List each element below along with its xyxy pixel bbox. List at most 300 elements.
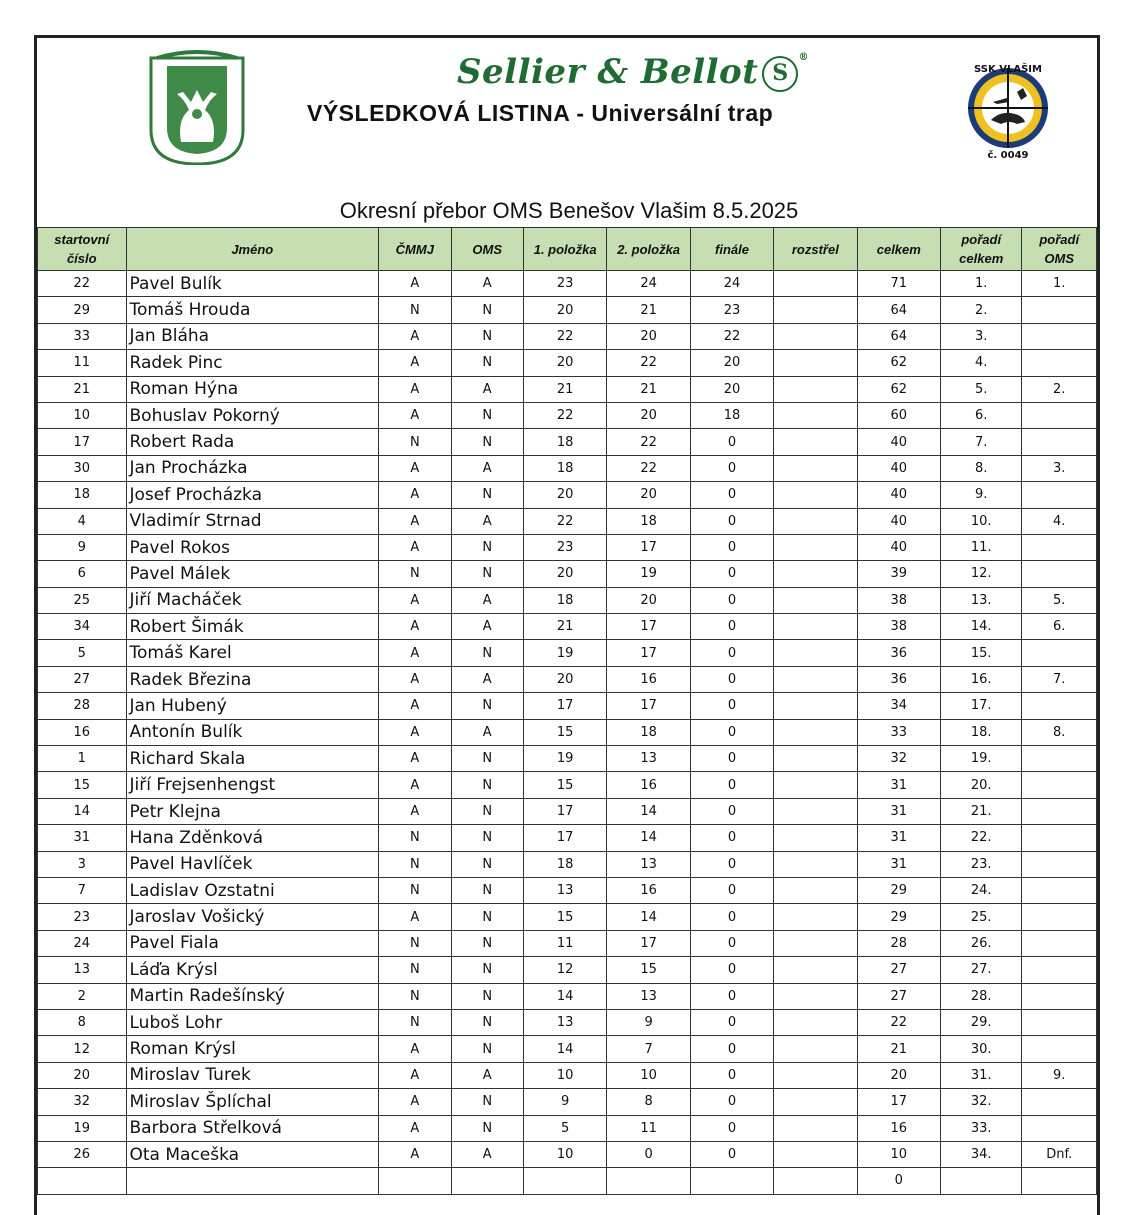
cell-shootoff: [774, 376, 857, 402]
cell-rank-oms: 4.: [1022, 508, 1097, 534]
cell-final: 0: [690, 1115, 773, 1141]
cell-oms: A: [451, 1062, 523, 1088]
cell-shootoff: [774, 482, 857, 508]
cell-round2: 20: [607, 402, 690, 428]
col-header-name: Jméno: [126, 228, 379, 271]
cell-final: 0: [690, 1089, 773, 1115]
cell-total: 38: [857, 587, 940, 613]
table-row: [38, 614, 1097, 640]
table-row: [38, 323, 1097, 349]
table-row: [38, 271, 1097, 297]
cell-shootoff: [774, 1062, 857, 1088]
cell-rank-total: 9.: [940, 482, 1021, 508]
table-row: [38, 1115, 1097, 1141]
cell-round2: 16: [607, 666, 690, 692]
cell-rank-oms: [1022, 350, 1097, 376]
cell-rank-oms: 6.: [1022, 614, 1097, 640]
cell-oms: A: [451, 614, 523, 640]
table-row: [38, 693, 1097, 719]
cell-start-number: 6: [38, 561, 127, 587]
cell-round1: 5: [523, 1115, 606, 1141]
cell-oms: A: [451, 719, 523, 745]
cell-start-number: 29: [38, 297, 127, 323]
cell-total: 28: [857, 930, 940, 956]
cell-name: Barbora Střelková: [126, 1115, 379, 1141]
cell-total: 31: [857, 825, 940, 851]
cell-final: 0: [690, 561, 773, 587]
cell-final: 0: [690, 455, 773, 481]
cell-shootoff: [774, 640, 857, 666]
cell-name: Ota Maceška: [126, 1141, 379, 1167]
cell-name: Radek Březina: [126, 666, 379, 692]
cell-start-number: 13: [38, 957, 127, 983]
cell-cmmj: A: [379, 640, 451, 666]
cell-rank-oms: [1022, 1089, 1097, 1115]
table-row: [38, 640, 1097, 666]
cell-start-number: 2: [38, 983, 127, 1009]
cell-name: Pavel Bulík: [126, 271, 379, 297]
cell-name: Jaroslav Vošický: [126, 904, 379, 930]
cell-total: 64: [857, 297, 940, 323]
cell-final: 0: [690, 957, 773, 983]
cell-shootoff: [774, 746, 857, 772]
cell-rank-total: 33.: [940, 1115, 1021, 1141]
col-header-cmmj: ČMMJ: [379, 228, 451, 271]
cell-name: Pavel Rokos: [126, 534, 379, 560]
cell-rank-total: 23.: [940, 851, 1021, 877]
cell-cmmj: A: [379, 402, 451, 428]
cell-total: 36: [857, 666, 940, 692]
cell-name: Josef Procházka: [126, 482, 379, 508]
cell-round2: 20: [607, 323, 690, 349]
cell-rank-oms: [1022, 1036, 1097, 1062]
cell-shootoff: [774, 772, 857, 798]
cell-final: 0: [690, 983, 773, 1009]
cell-oms: N: [451, 297, 523, 323]
cell-name: Roman Hýna: [126, 376, 379, 402]
cell-cmmj: N: [379, 1009, 451, 1035]
col-header-start-number: startovní číslo: [38, 228, 127, 271]
cell-cmmj: N: [379, 957, 451, 983]
cell-round2: 22: [607, 350, 690, 376]
cell-shootoff: [774, 323, 857, 349]
cell-final: 20: [690, 350, 773, 376]
cell-round1: 22: [523, 402, 606, 428]
cell-round1: 15: [523, 719, 606, 745]
cell-rank-total: 22.: [940, 825, 1021, 851]
cell-shootoff: [774, 1036, 857, 1062]
cell-final: 0: [690, 825, 773, 851]
cell-oms: [451, 1168, 523, 1194]
cell-oms: N: [451, 482, 523, 508]
cell-total: 10: [857, 1141, 940, 1167]
table-row: [38, 904, 1097, 930]
cell-shootoff: [774, 1089, 857, 1115]
cell-shootoff: [774, 1141, 857, 1167]
cell-rank-oms: [1022, 1009, 1097, 1035]
cell-round2: 22: [607, 429, 690, 455]
cell-rank-total: 29.: [940, 1009, 1021, 1035]
cell-start-number: 5: [38, 640, 127, 666]
cell-name: Pavel Málek: [126, 561, 379, 587]
cell-name: Láďa Krýsl: [126, 957, 379, 983]
cell-total: 40: [857, 534, 940, 560]
cell-round2: 10: [607, 1062, 690, 1088]
cell-cmmj: A: [379, 455, 451, 481]
cell-total: 39: [857, 561, 940, 587]
cell-rank-total: 11.: [940, 534, 1021, 560]
table-row: [38, 376, 1097, 402]
cell-start-number: 30: [38, 455, 127, 481]
table-header-row: [38, 228, 1097, 271]
cell-rank-total: 1.: [940, 271, 1021, 297]
cell-round2: 20: [607, 587, 690, 613]
cell-rank-oms: [1022, 402, 1097, 428]
table-row: [38, 587, 1097, 613]
cell-start-number: 7: [38, 877, 127, 903]
table-row: [38, 482, 1097, 508]
cell-start-number: 22: [38, 271, 127, 297]
cell-oms: A: [451, 587, 523, 613]
cell-rank-oms: 3.: [1022, 455, 1097, 481]
cell-total: 34: [857, 693, 940, 719]
cell-rank-total: [940, 1168, 1021, 1194]
cell-round2: 20: [607, 482, 690, 508]
cell-rank-total: 24.: [940, 877, 1021, 903]
cell-start-number: 12: [38, 1036, 127, 1062]
table-row: [38, 1062, 1097, 1088]
table-row: [38, 877, 1097, 903]
cell-shootoff: [774, 508, 857, 534]
cell-round2: 17: [607, 930, 690, 956]
table-row: [38, 746, 1097, 772]
cell-cmmj: A: [379, 482, 451, 508]
table-row: [38, 534, 1097, 560]
table-row: [38, 719, 1097, 745]
cell-total: 31: [857, 798, 940, 824]
cell-name: Jan Bláha: [126, 323, 379, 349]
cell-rank-oms: [1022, 693, 1097, 719]
cell-start-number: 20: [38, 1062, 127, 1088]
cell-start-number: 24: [38, 930, 127, 956]
cell-cmmj: A: [379, 376, 451, 402]
col-header-shootoff: rozstřel: [774, 228, 857, 271]
cell-round1: 10: [523, 1062, 606, 1088]
table-row: [38, 851, 1097, 877]
cell-oms: A: [451, 376, 523, 402]
cell-start-number: 4: [38, 508, 127, 534]
cell-total: 31: [857, 851, 940, 877]
cell-round1: 20: [523, 561, 606, 587]
cell-round1: 20: [523, 482, 606, 508]
cell-round1: 23: [523, 271, 606, 297]
cell-rank-total: 13.: [940, 587, 1021, 613]
cell-final: 18: [690, 402, 773, 428]
cell-final: 0: [690, 534, 773, 560]
table-row: [38, 1089, 1097, 1115]
table-row: [38, 957, 1097, 983]
table-row: [38, 297, 1097, 323]
table-row: [38, 561, 1097, 587]
cell-rank-oms: 1.: [1022, 271, 1097, 297]
cell-round2: 7: [607, 1036, 690, 1062]
cell-start-number: 9: [38, 534, 127, 560]
cell-final: 0: [690, 719, 773, 745]
cell-start-number: 3: [38, 851, 127, 877]
cell-cmmj: A: [379, 719, 451, 745]
cell-shootoff: [774, 930, 857, 956]
cell-cmmj: N: [379, 877, 451, 903]
cell-name: Hana Zděnková: [126, 825, 379, 851]
cell-final: 0: [690, 877, 773, 903]
cell-shootoff: [774, 429, 857, 455]
cell-total: 33: [857, 719, 940, 745]
cell-final: 0: [690, 930, 773, 956]
cell-total: 60: [857, 402, 940, 428]
cell-shootoff: [774, 983, 857, 1009]
cell-name: Tomáš Karel: [126, 640, 379, 666]
cell-cmmj: A: [379, 1036, 451, 1062]
event-title: Okresní přebor OMS Benešov Vlašim 8.5.2025: [339, 198, 799, 223]
cell-final: 0: [690, 1009, 773, 1035]
cell-name: Petr Klejna: [126, 798, 379, 824]
cell-rank-total: 34.: [940, 1141, 1021, 1167]
cell-rank-total: 26.: [940, 930, 1021, 956]
ssk-vlasim-logo-icon: [957, 58, 1059, 163]
cell-round1: 17: [523, 798, 606, 824]
brand-name: Sellier & Bellot: [457, 52, 759, 92]
cell-round1: 21: [523, 376, 606, 402]
cell-start-number: 25: [38, 587, 127, 613]
cell-round2: 13: [607, 983, 690, 1009]
table-row: [38, 1141, 1097, 1167]
cell-final: 0: [690, 904, 773, 930]
cell-rank-total: 3.: [940, 323, 1021, 349]
cell-rank-total: 17.: [940, 693, 1021, 719]
cell-oms: N: [451, 561, 523, 587]
cell-rank-oms: [1022, 534, 1097, 560]
cell-final: 0: [690, 1141, 773, 1167]
cell-oms: N: [451, 957, 523, 983]
col-header-round1: 1. položka: [523, 228, 606, 271]
cell-round2: 21: [607, 297, 690, 323]
cell-round2: 14: [607, 825, 690, 851]
cell-start-number: 10: [38, 402, 127, 428]
cell-oms: A: [451, 1141, 523, 1167]
cell-start-number: 15: [38, 772, 127, 798]
cell-cmmj: A: [379, 1115, 451, 1141]
cell-total: 71: [857, 271, 940, 297]
cell-round2: 17: [607, 640, 690, 666]
cell-start-number: 1: [38, 746, 127, 772]
cell-cmmj: A: [379, 534, 451, 560]
cell-cmmj: A: [379, 772, 451, 798]
cell-cmmj: A: [379, 746, 451, 772]
cell-total: 17: [857, 1089, 940, 1115]
cell-round1: 13: [523, 1009, 606, 1035]
cell-cmmj: A: [379, 1141, 451, 1167]
cell-round2: 21: [607, 376, 690, 402]
col-header-rank-oms: pořadí OMS: [1022, 228, 1097, 271]
col-header-rank-total: pořadí celkem: [940, 228, 1021, 271]
cell-round2: 14: [607, 798, 690, 824]
cell-name: Ladislav Ozstatni: [126, 877, 379, 903]
ssk-vlasim-logo-number: č. 0049: [987, 150, 1029, 161]
cell-round1: 23: [523, 534, 606, 560]
cell-rank-oms: [1022, 297, 1097, 323]
col-header-final: finále: [690, 228, 773, 271]
col-header-total: celkem: [857, 228, 940, 271]
cell-final: 0: [690, 772, 773, 798]
cell-final: 0: [690, 508, 773, 534]
cell-total: 62: [857, 350, 940, 376]
cell-round2: 16: [607, 877, 690, 903]
table-row: [38, 508, 1097, 534]
cell-cmmj: A: [379, 693, 451, 719]
cell-rank-oms: [1022, 746, 1097, 772]
cell-cmmj: N: [379, 930, 451, 956]
cell-shootoff: [774, 455, 857, 481]
cell-round1: 15: [523, 904, 606, 930]
cell-total: 40: [857, 429, 940, 455]
cell-round1: 9: [523, 1089, 606, 1115]
cell-round2: 18: [607, 508, 690, 534]
cell-shootoff: [774, 271, 857, 297]
cell-rank-total: 15.: [940, 640, 1021, 666]
cell-round1: 13: [523, 877, 606, 903]
cell-final: 0: [690, 640, 773, 666]
cell-cmmj: A: [379, 904, 451, 930]
cell-start-number: 27: [38, 666, 127, 692]
cell-shootoff: [774, 798, 857, 824]
cell-start-number: [38, 1168, 127, 1194]
cell-round2: 18: [607, 719, 690, 745]
cell-start-number: 26: [38, 1141, 127, 1167]
ssk-vlasim-logo-text: SSK VLAŠIM: [974, 64, 1042, 75]
cell-total: 29: [857, 877, 940, 903]
cell-round2: 14: [607, 904, 690, 930]
cell-rank-total: 25.: [940, 904, 1021, 930]
cell-rank-oms: [1022, 930, 1097, 956]
cell-final: 0: [690, 429, 773, 455]
cell-oms: N: [451, 323, 523, 349]
cell-round1: 19: [523, 746, 606, 772]
cell-start-number: 34: [38, 614, 127, 640]
cell-round2: [607, 1168, 690, 1194]
cell-rank-oms: 7.: [1022, 666, 1097, 692]
cell-rank-oms: [1022, 983, 1097, 1009]
cell-rank-total: 31.: [940, 1062, 1021, 1088]
cell-start-number: 17: [38, 429, 127, 455]
cell-rank-total: 16.: [940, 666, 1021, 692]
cell-cmmj: N: [379, 429, 451, 455]
cell-total: 29: [857, 904, 940, 930]
cell-round1: 18: [523, 587, 606, 613]
cell-shootoff: [774, 825, 857, 851]
results-sheet: [34, 35, 1100, 1215]
cell-shootoff: [774, 851, 857, 877]
cell-round2: 0: [607, 1141, 690, 1167]
table-row: [38, 666, 1097, 692]
cell-rank-oms: [1022, 1168, 1097, 1194]
cell-name: Roman Krýsl: [126, 1036, 379, 1062]
cell-name: Radek Pinc: [126, 350, 379, 376]
cell-rank-oms: [1022, 640, 1097, 666]
cell-total: 20: [857, 1062, 940, 1088]
cell-name: Richard Skala: [126, 746, 379, 772]
table-row: [38, 983, 1097, 1009]
cell-total: 40: [857, 482, 940, 508]
cell-round1: 18: [523, 851, 606, 877]
cell-round2: 17: [607, 693, 690, 719]
cell-start-number: 28: [38, 693, 127, 719]
cell-shootoff: [774, 614, 857, 640]
cell-oms: N: [451, 904, 523, 930]
cell-rank-oms: [1022, 772, 1097, 798]
cell-total: 16: [857, 1115, 940, 1141]
cell-shootoff: [774, 534, 857, 560]
cell-oms: N: [451, 1009, 523, 1035]
cell-round1: 20: [523, 297, 606, 323]
cell-round1: 18: [523, 455, 606, 481]
cell-round1: 19: [523, 640, 606, 666]
results-table: [37, 227, 1097, 1195]
cell-round1: 21: [523, 614, 606, 640]
cell-start-number: 23: [38, 904, 127, 930]
cell-round2: 16: [607, 772, 690, 798]
cell-round2: 13: [607, 746, 690, 772]
cell-oms: N: [451, 825, 523, 851]
table-row: [38, 772, 1097, 798]
cell-total: 31: [857, 772, 940, 798]
cell-oms: N: [451, 798, 523, 824]
cell-name: Bohuslav Pokorný: [126, 402, 379, 428]
cell-final: 0: [690, 746, 773, 772]
cell-rank-oms: [1022, 482, 1097, 508]
table-row: [38, 402, 1097, 428]
cell-total: 62: [857, 376, 940, 402]
cell-oms: N: [451, 930, 523, 956]
cell-oms: N: [451, 877, 523, 903]
cell-cmmj: A: [379, 271, 451, 297]
cell-rank-total: 14.: [940, 614, 1021, 640]
cell-rank-oms: [1022, 798, 1097, 824]
cell-start-number: 21: [38, 376, 127, 402]
table-body: [38, 271, 1097, 1195]
cell-final: 23: [690, 297, 773, 323]
cell-start-number: 19: [38, 1115, 127, 1141]
table-row: [38, 930, 1097, 956]
cell-rank-oms: [1022, 1115, 1097, 1141]
cell-round1: 18: [523, 429, 606, 455]
cell-round2: 8: [607, 1089, 690, 1115]
cell-name: Robert Rada: [126, 429, 379, 455]
cell-name: Jan Hubený: [126, 693, 379, 719]
brand-logo: [457, 52, 809, 92]
cell-oms: N: [451, 772, 523, 798]
cell-round1: 20: [523, 666, 606, 692]
cell-rank-total: 12.: [940, 561, 1021, 587]
cell-oms: N: [451, 640, 523, 666]
cell-start-number: 8: [38, 1009, 127, 1035]
cell-oms: A: [451, 271, 523, 297]
cell-name: Luboš Lohr: [126, 1009, 379, 1035]
cell-start-number: 11: [38, 350, 127, 376]
cell-round2: 9: [607, 1009, 690, 1035]
cell-oms: N: [451, 350, 523, 376]
cell-oms: A: [451, 508, 523, 534]
cell-round2: 13: [607, 851, 690, 877]
